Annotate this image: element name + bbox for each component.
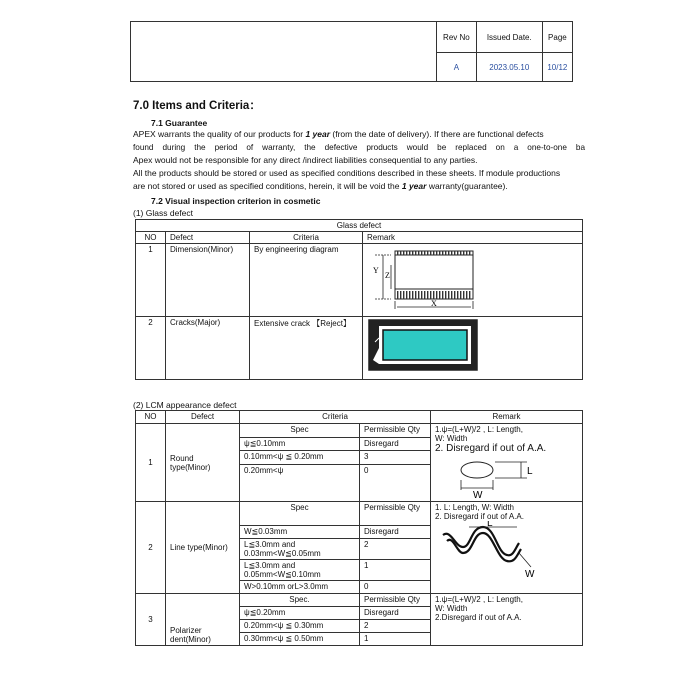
- lcm-r2-q1: Disregard: [360, 526, 431, 539]
- header-date-label: Issued Date.: [476, 22, 542, 53]
- lcm-r2-c2a: L≦3.0mm and: [244, 540, 296, 549]
- lcm-r3-q3: 1: [360, 633, 431, 646]
- lcm-r2-q4: 0: [360, 581, 431, 594]
- lcm-r1-c2: 0.10mm<ψ ≦ 0.20mm: [240, 451, 360, 465]
- lcm-r3-no: 3: [136, 594, 166, 646]
- lcm-r2-q3: 1: [360, 560, 431, 581]
- line-w-label: W: [525, 569, 535, 579]
- glass-row1-defect: Dimension(Minor): [166, 244, 250, 317]
- table-row: [136, 594, 583, 607]
- lcm-r3-rem2: W: Width: [435, 604, 468, 613]
- glass-col-defect: Defect: [166, 232, 250, 244]
- glass-row1-no: 1: [136, 244, 166, 317]
- lcm-r3-defect1: Polarizer: [170, 626, 202, 635]
- para-line-1: APEX warrants the quality of our products for 1 year (from the date of delivery). If there are functional defects: [133, 129, 544, 139]
- lcm-r3-c1: ψ≦0.20mm: [240, 607, 360, 620]
- para-line-5: are not stored or used as specified conditions, herein, it will be void the 1 year warranty(guarantee).: [133, 181, 508, 191]
- lcm-r2-c4: W>0.10mm orL>3.0mm: [240, 581, 360, 594]
- guarantee-paragraph: [133, 128, 585, 193]
- dim-y-label: Y: [373, 266, 379, 275]
- table-row: [136, 317, 583, 380]
- lcm-r1-remark: [431, 424, 583, 502]
- lcm-r3-q1: Disregard: [360, 607, 431, 620]
- header-page-label: Page: [542, 22, 572, 53]
- dimension-diagram: [367, 245, 482, 311]
- lcm-r2-c1: W≦0.03mm: [240, 526, 360, 539]
- table-row: [136, 244, 583, 317]
- lcm-label: (2) LCM appearance defect: [133, 400, 237, 410]
- glass-row2-defect: Cracks(Major): [166, 317, 250, 380]
- table-row: [136, 502, 583, 526]
- lcm-r2-remark: [431, 502, 583, 594]
- guarantee-heading: 7.1 Guarantee: [151, 118, 208, 128]
- lcm-r1-rem3: 2. Disregard if out of A.A.: [435, 443, 547, 454]
- lcm-r3-rem3: 2.Disregard if out of A.A.: [435, 613, 522, 622]
- lcm-r2-c3a: L≦3.0mm and: [244, 561, 296, 570]
- header-page-value: 10/12: [542, 53, 572, 82]
- glass-row2-remark: [363, 317, 583, 380]
- lcm-r1-spec: Spec: [240, 424, 360, 438]
- dim-z-label: Z: [385, 271, 390, 280]
- lcm-r2-rem2: 2. Disregard if out of A.A.: [435, 512, 524, 521]
- line-l-label: L: [487, 521, 493, 529]
- line-defect-diagram: [435, 521, 545, 579]
- lcm-r1-q3: 0: [360, 464, 431, 501]
- lcm-col-criteria: Criteria: [240, 411, 431, 424]
- lcm-r3-defect2: dent(Minor): [170, 635, 211, 644]
- document-header: [130, 21, 573, 82]
- lcm-col-remark: Remark: [431, 411, 583, 424]
- table-row: [136, 424, 583, 438]
- glass-col-no: NO: [136, 232, 166, 244]
- lcm-r1-qty: Permissible Qty: [360, 424, 431, 438]
- lcm-r3-rem1: 1.ψ=(L+W)/2 , L: Length,: [435, 595, 523, 604]
- lcm-r3-remark: [431, 594, 583, 646]
- glass-row2-criteria: Extensive crack 【Reject】: [250, 317, 363, 380]
- lcm-r3-spec: Spec.: [240, 594, 360, 607]
- round-l-label: L: [527, 466, 533, 477]
- round-w-label: W: [473, 490, 483, 498]
- lcm-r3-qty: Permissible Qty: [360, 594, 431, 607]
- lcm-r2-qty: Permissible Qty: [360, 502, 431, 526]
- header-date-value: 2023.05.10: [476, 53, 542, 82]
- header-rev-label: Rev No: [437, 22, 477, 53]
- round-defect-diagram: [435, 454, 545, 498]
- glass-label: (1) Glass defect: [133, 208, 193, 218]
- lcm-r1-no: 1: [136, 424, 166, 502]
- lcm-r3-q2: 2: [360, 620, 431, 633]
- para-line-3: Apex would not be responsible for any direct /indirect liabilities consequential to any parties.: [133, 155, 478, 165]
- dim-x-label: X: [431, 299, 437, 308]
- glass-col-criteria: Criteria: [250, 232, 363, 244]
- lcm-r2-defect: Line type(Minor): [166, 502, 240, 594]
- para-line-4: All the products should be stored or used as specified conditions described in these sheets. If module productions: [133, 168, 561, 178]
- visual-heading: 7.2 Visual inspection criterion in cosmetic: [151, 196, 321, 206]
- header-blank-cell: [131, 22, 437, 82]
- lcm-r1-rem2: W: Width: [435, 434, 468, 443]
- lcm-col-defect: Defect: [166, 411, 240, 424]
- lcm-r1-rem1: 1.ψ=(L+W)/2 , L: Length,: [435, 425, 523, 434]
- lcm-r3-defect: [166, 594, 240, 646]
- lcm-r2-rem1: 1. L: Length, W: Width: [435, 503, 515, 512]
- lcm-r2-q2: 2: [360, 539, 431, 560]
- glass-row2-no: 2: [136, 317, 166, 380]
- lcm-col-no: NO: [136, 411, 166, 424]
- crack-diagram: [367, 318, 482, 374]
- glass-col-remark: Remark: [363, 232, 583, 244]
- lcm-r1-q2: 3: [360, 451, 431, 465]
- lcm-r1-c1: ψ≦0.10mm: [240, 437, 360, 451]
- glass-row1-remark: [363, 244, 583, 317]
- lcm-r1-c3: 0.20mm<ψ: [240, 464, 360, 501]
- lcm-r2-c3: [240, 560, 360, 581]
- lcm-r2-spec: Spec: [240, 502, 360, 526]
- glass-title: Glass defect: [136, 220, 583, 232]
- glass-row1-criteria: By engineering diagram: [250, 244, 363, 317]
- glass-defect-table: [135, 219, 583, 380]
- header-rev-value: A: [437, 53, 477, 82]
- lcm-r2-c2b: 0.03mm<W≦0.05mm: [244, 549, 321, 558]
- lcm-r2-c3b: 0.05mm<W≦0.10mm: [244, 570, 321, 579]
- lcm-r1-defect: Round type(Minor): [166, 424, 240, 502]
- section-title: 7.0 Items and Criteria：: [133, 100, 261, 112]
- para-line-2: found during the period of warranty, the defective products would be replaced on a one-to-one ba: [133, 143, 585, 152]
- lcm-r2-c2: [240, 539, 360, 560]
- lcm-r1-q1: Disregard: [360, 437, 431, 451]
- lcm-defect-table: [135, 410, 583, 646]
- lcm-r3-c2: 0.20mm<ψ ≦ 0.30mm: [240, 620, 360, 633]
- lcm-r2-no: 2: [136, 502, 166, 594]
- lcm-r3-c3: 0.30mm<ψ ≦ 0.50mm: [240, 633, 360, 646]
